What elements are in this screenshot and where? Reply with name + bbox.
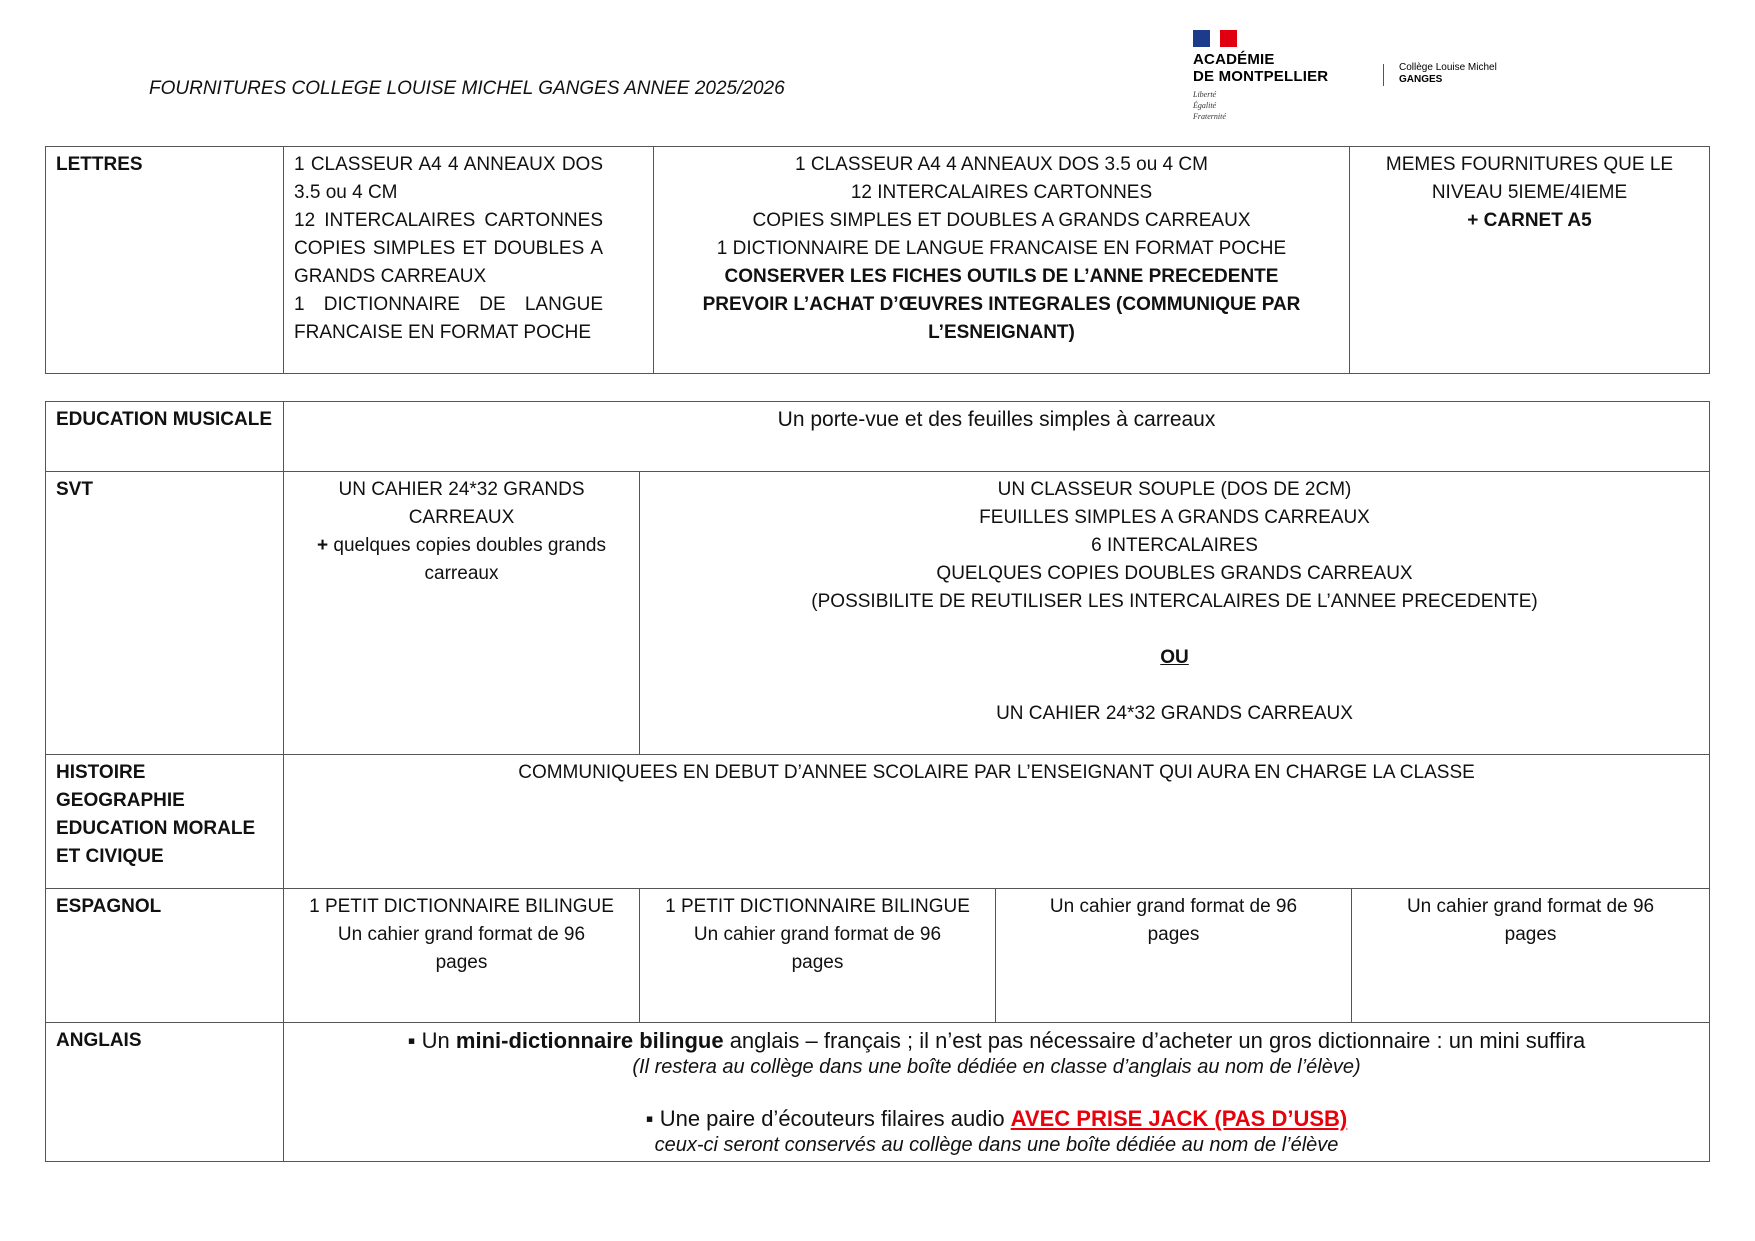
histoire-row (46, 755, 1710, 889)
subjects-table (45, 401, 1710, 1162)
academie-logo (1193, 30, 1523, 125)
espagnol-cell-2: 1 PETIT DICTIONNAIRE BILINGUE Un cahier grand format de 96 pages (640, 889, 996, 1023)
academie-name: ACADÉMIE DE MONTPELLIER (1193, 51, 1329, 85)
republic-motto: Liberté Égalité Fraternité (1193, 90, 1226, 121)
svt-cell-1: UN CAHIER 24*32 GRANDS CARREAUX + quelques copies doubles grands carreaux (284, 472, 640, 755)
lettres-table (45, 146, 1710, 374)
espagnol-cell-3: Un cahier grand format de 96 pages (996, 889, 1352, 1023)
lettres-row (46, 147, 1710, 374)
subject-histoire-geographie: HISTOIRE GEOGRAPHIE EDUCATION MORALE ET CIVIQUE (46, 755, 284, 889)
lettres-cell-2: 1 CLASSEUR A4 4 ANNEAUX DOS 3.5 ou 4 CM 12 INTERCALAIRES CARTONNES COPIES SIMPLES ET DOUBLES A GRANDS CARREAUX 1 DICTIONNAIRE DE LANGUE FRANCAISE EN FORMAT POCHE CONSERVER LES FICHES OUTILS DE L’ANNE PRECEDENTE PREVOIR L’ACHAT D’ŒUVRES INTEGRALES (COMMUNIQUE PAR L’ESNEIGNANT) (654, 147, 1350, 374)
anglais-cell: ▪ Un mini-dictionnaire bilingue anglais – français ; il n’est pas nécessaire d’acheter un gros dictionnaire : un mini suffira (Il restera au collège dans une boîte dédiée en classe d’anglais au nom de l’élève) ▪ Une paire d’écouteurs filaires audio AVEC PRISE JACK (PAS D’USB) ceux-ci seront conservés au collège dans une boîte dédiée au nom de l’élève (284, 1023, 1710, 1162)
espagnol-row (46, 889, 1710, 1023)
logo-divider (1383, 64, 1384, 86)
subject-lettres: LETTRES (46, 147, 284, 374)
svt-row (46, 472, 1710, 755)
college-name: Collège Louise Michel GANGES (1399, 62, 1497, 85)
espagnol-cell-1: 1 PETIT DICTIONNAIRE BILINGUE Un cahier grand format de 96 pages (284, 889, 640, 1023)
subject-anglais: ANGLAIS (46, 1023, 284, 1162)
lettres-cell-1: 1 CLASSEUR A4 4 ANNEAUX DOS 3.5 ou 4 CM 12 INTERCALAIRES CARTONNES COPIES SIMPLES ET DOUBLES A GRANDS CARREAUX 1 DICTIONNAIRE DE LANGUE FRANCAISE EN FORMAT POCHE (284, 147, 654, 374)
histoire-cell: COMMUNIQUEES EN DEBUT D’ANNEE SCOLAIRE PAR L’ENSEIGNANT QUI AURA EN CHARGE LA CLASSE (284, 755, 1710, 889)
document-title: FOURNITURES COLLEGE LOUISE MICHEL GANGES ANNEE 2025/2026 (149, 78, 785, 99)
or-label: OU (1160, 647, 1189, 668)
musique-row (46, 402, 1710, 472)
subject-education-musicale: EDUCATION MUSICALE (46, 402, 284, 472)
french-flag-icon (1193, 30, 1237, 47)
subject-espagnol: ESPAGNOL (46, 889, 284, 1023)
anglais-row (46, 1023, 1710, 1162)
espagnol-cell-4: Un cahier grand format de 96 pages (1352, 889, 1710, 1023)
lettres-cell-3: MEMES FOURNITURES QUE LE NIVEAU 5IEME/4IEME + CARNET A5 (1350, 147, 1710, 374)
musique-cell: Un porte-vue et des feuilles simples à carreaux (284, 402, 1710, 472)
jack-warning: AVEC PRISE JACK (PAS D’USB) (1010, 1106, 1348, 1131)
svt-cell-2: UN CLASSEUR SOUPLE (DOS DE 2CM) FEUILLES SIMPLES A GRANDS CARREAUX 6 INTERCALAIRES QUELQUES COPIES DOUBLES GRANDS CARREAUX (POSSIBILITE DE REUTILISER LES INTERCALAIRES DE L’ANNEE PRECEDENTE) OU UN CAHIER 24*32 GRANDS CARREAUX (640, 472, 1710, 755)
subject-svt: SVT (46, 472, 284, 755)
